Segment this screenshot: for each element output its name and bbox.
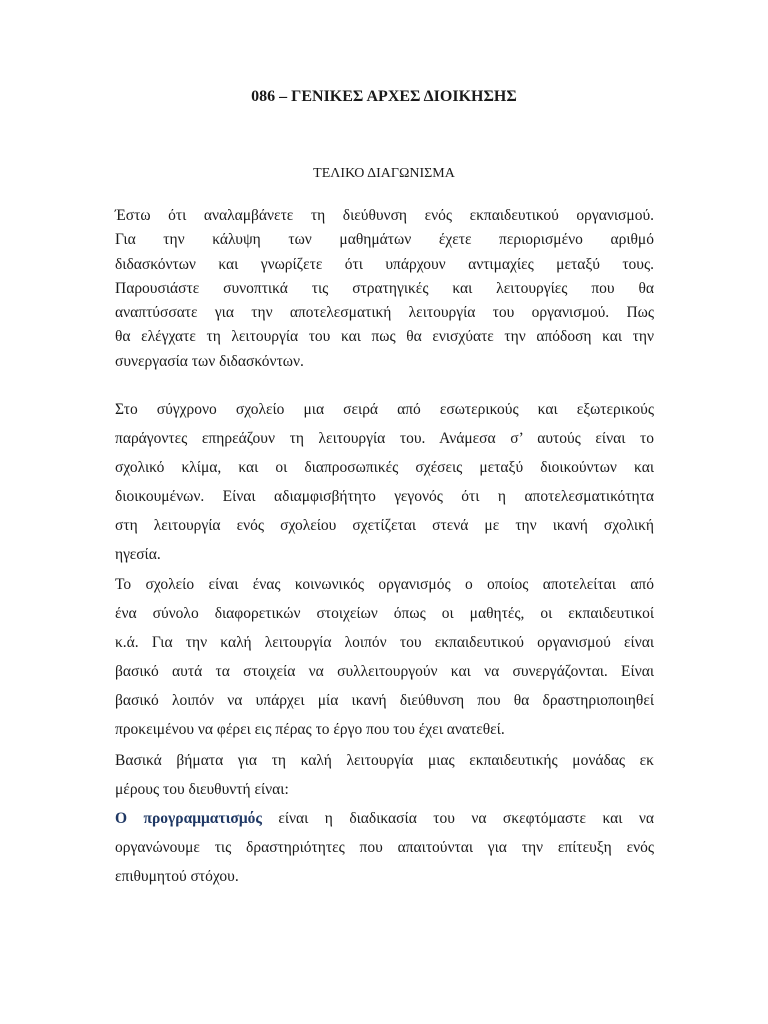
question-paragraph: [115, 204, 654, 374]
question-line: συνεργασία των διδασκόντων.: [115, 352, 304, 370]
answer-line: ένα σύνολο διαφορετικών στοιχείων όπως οι μαθητές, οι εκπαιδευτικοί: [115, 605, 654, 622]
answer-paragraph-4: [115, 804, 654, 891]
answer-line: Βασικά βήματα για τη καλή λειτουργία μιας εκπαιδευτικής μονάδας εκ: [115, 752, 654, 769]
question-line: αναπτύσσατε για την αποτελεσματική λειτουργία του οργανισμού. Πως: [115, 304, 654, 322]
answer-line: προκειμένου να φέρει εις πέρας το έργο που του έχει ανατεθεί.: [115, 721, 505, 738]
planning-term: Ο προγραμματισμός: [115, 810, 262, 827]
question-line: Για την κάλυψη των μαθημάτων έχετε περιορισμένο αριθμό: [115, 231, 654, 249]
answer-line: διοικουμένων. Είναι αδιαμφισβήτητο γεγονός ότι η αποτελεσματικότητα: [115, 488, 654, 505]
answer-line: μέρους του διευθυντή είναι:: [115, 781, 289, 798]
answer-paragraph-3: [115, 746, 654, 804]
answer-line: βασικό αυτά τα στοιχεία να συλλειτουργούν και να συνεργάζονται. Είναι: [115, 663, 654, 680]
question-line: θα ελέγχατε τη λειτουργία του και πως θα ενισχύατε την απόδοση και την: [115, 328, 654, 346]
answer-line: επιθυμητού στόχου.: [115, 868, 239, 885]
answer-line: οργανώνουμε τις δραστηριότητες που απαιτούνται για την επίτευξη ενός: [115, 839, 654, 856]
question-line: Παρουσιάστε συνοπτικά τις στρατηγικές και λειτουργίες που θα: [115, 279, 654, 297]
answer-paragraph-1: [115, 395, 654, 569]
document-title: 086 – ΓΕΝΙΚΕΣ ΑΡΧΕΣ ΔΙΟΙΚΗΣΗΣ: [251, 88, 517, 105]
answer-line: Στο σύγχρονο σχολείο μια σειρά από εσωτερικούς και εξωτερικούς: [115, 401, 654, 418]
answer-line: σχολικό κλίμα, και οι διαπροσωπικές σχέσεις μεταξύ διοικούντων και: [115, 459, 654, 476]
answer-paragraph-2: [115, 570, 654, 744]
answer-line: παράγοντες επηρεάζουν τη λειτουργία του. Ανάμεσα σ’ αυτούς είναι το: [115, 430, 654, 447]
answer-line: βασικό λοιπόν να υπάρχει μία ικανή διεύθυνση που θα δραστηριοποιηθεί: [115, 692, 654, 709]
answer-line: Το σχολείο είναι ένας κοινωνικός οργανισμός ο οποίος αποτελείται από: [115, 576, 654, 593]
planning-definition-start: είναι η διαδικασία του να σκεφτόμαστε και να: [261, 810, 655, 827]
document-subtitle: ΤΕΛΙΚΟ ΔΙΑΓΩΝΙΣΜΑ: [313, 166, 455, 181]
answer-line: ηγεσία.: [115, 546, 161, 563]
question-line: Έστω ότι αναλαμβάνετε τη διεύθυνση ενός εκπαιδευτικού οργανισμού.: [115, 207, 654, 224]
answer-line: στη λειτουργία ενός σχολείου σχετίζεται στενά με την ικανή σχολική: [115, 517, 654, 534]
question-line: διδασκόντων και γνωρίζετε ότι υπάρχουν αντιμαχίες μεταξύ τους.: [115, 255, 654, 273]
answer-line: [115, 804, 654, 833]
answer-line: κ.ά. Για την καλή λειτουργία λοιπόν του εκπαιδευτικού οργανισμού είναι: [115, 634, 654, 651]
